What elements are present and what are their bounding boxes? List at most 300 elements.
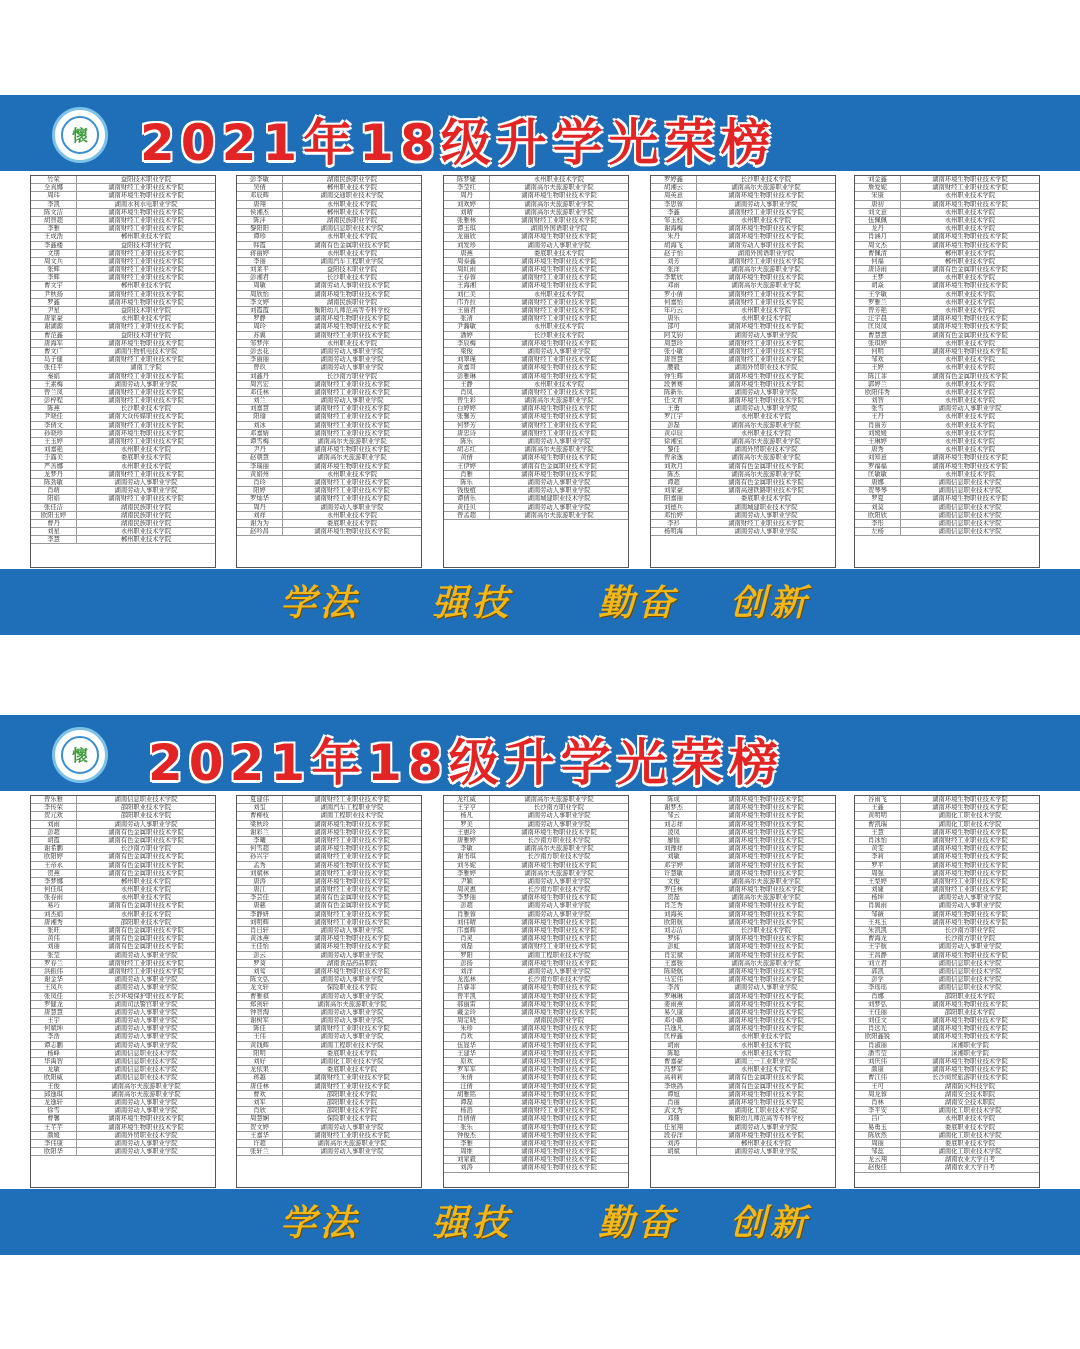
list-item [31, 299, 215, 307]
school-name: 湖南有色金属职业技术学院 [108, 935, 184, 943]
list-item [651, 952, 835, 960]
list-item [237, 422, 421, 430]
school-name: 湖南环境生物职业技术学院 [521, 282, 597, 290]
list-item [855, 471, 1039, 479]
list-item [444, 943, 628, 951]
student-name: 曹范鑫 [31, 332, 77, 339]
list-item [855, 1124, 1039, 1132]
list-item [31, 356, 215, 364]
school-name: 湖南信息职业技术学院 [938, 967, 1002, 975]
student-name: 李茜 [651, 984, 697, 991]
list-item [237, 812, 421, 820]
student-name: 李雅 [31, 225, 77, 232]
school-name: 湖南环境生物职业技术学院 [521, 1098, 597, 1106]
list-item [31, 242, 215, 250]
list-item [237, 935, 421, 943]
list-item [651, 1148, 835, 1156]
school-name: 湖南环境生物职业技术学院 [932, 454, 1008, 462]
list-item [651, 233, 835, 241]
student-name: 陈新乐 [651, 389, 697, 396]
school-name: 湖南财经工业职业技术学院 [521, 388, 597, 396]
school-name: 湖南交通职业技术学院 [320, 192, 384, 200]
list-item [237, 184, 421, 192]
list-item [237, 1074, 421, 1082]
student-name: 罗健龙 [31, 1001, 77, 1008]
student-name: 曹江伟 [855, 1074, 901, 1081]
list-item [651, 894, 835, 902]
student-name: 欧阳航 [651, 919, 697, 926]
student-name: 刘洋 [444, 968, 490, 975]
school-name: 永州职业技术学院 [944, 364, 996, 372]
school-name: 长沙南方职业技术学院 [527, 886, 591, 894]
school-name: 湖南化工职业技术学院 [734, 1107, 798, 1115]
student-name: 王梨婷 [855, 878, 901, 885]
student-name: 蒋丽婷 [237, 250, 283, 257]
school-name: 湖南财经工业职业技术学院 [108, 225, 184, 233]
school-name: 湖南环境生物职业技术学院 [108, 429, 184, 437]
list-item [444, 952, 628, 960]
school-name: 湖南外贸职业技术学院 [114, 1131, 178, 1139]
school-name: 湖南环境生物职业技术学院 [521, 1148, 597, 1156]
school-name: 湖南安全技术职院 [944, 1098, 996, 1106]
school-name: 湖南环境生物职业技术学院 [521, 1131, 597, 1139]
list-item [651, 184, 835, 192]
school-name: 湖南高尔夫旅游职业学院 [731, 438, 801, 445]
list-item [855, 266, 1039, 274]
list-item [855, 1066, 1039, 1074]
school-name: 湖南财经工业职业技术学院 [314, 910, 390, 918]
student-name: 易久康 [651, 1009, 697, 1016]
list-item [651, 796, 835, 804]
list-item [855, 1050, 1039, 1058]
student-name: 唐佳林 [237, 1083, 283, 1090]
list-item [855, 1074, 1039, 1082]
school-name: 湖南高尔夫旅游职业学院 [524, 869, 594, 877]
list-item [651, 422, 835, 430]
school-name: 长沙职业技术学院 [120, 405, 172, 413]
school-name: 湖南有色金属职业技术学院 [932, 331, 1008, 339]
list-item [651, 454, 835, 462]
school-name: 湖南有色金属职业技术学院 [728, 462, 804, 470]
student-name: 曾生彩 [444, 397, 490, 404]
list-item [855, 1033, 1039, 1041]
school-name: 湖南财经工业职业技术学院 [108, 388, 184, 396]
board-title: 2021年18级升学光荣榜 [140, 114, 777, 172]
school-name: 涞湘职业学院 [951, 1041, 989, 1049]
school-name: 湖南环境生物职业技术学院 [728, 1131, 804, 1139]
list-item [855, 504, 1039, 512]
school-name: 湖南环境生物职业技术学院 [314, 967, 390, 975]
student-name: 谢彩兰 [237, 829, 283, 836]
student-name: 匡梓鑫 [651, 1033, 697, 1040]
student-name: 阳婷 [237, 487, 283, 494]
school-name: 湖南环境生物职业技术学院 [521, 454, 597, 462]
school-name: 湖南财经工业职业技术学院 [521, 307, 597, 314]
list-item [237, 1132, 421, 1140]
school-name: 湖南环境生物职业技术学院 [521, 470, 597, 478]
list-item [31, 960, 215, 968]
school-name: 湖南化工职业技术学院 [320, 1058, 384, 1065]
student-name: 邓怡婷 [651, 512, 697, 519]
school-name: 湖南外国语职业学院 [530, 225, 588, 233]
student-name: 尹星 [31, 307, 77, 314]
student-name: 唐初 [855, 201, 901, 208]
student-name: 王佳怡 [237, 943, 283, 950]
student-name: 李倩文 [31, 422, 77, 429]
list-item [31, 471, 215, 479]
student-name: 王静 [444, 381, 490, 388]
student-name: 罗夏 [855, 495, 901, 502]
school-name: 湖南环境生物职业技术学院 [108, 298, 184, 306]
list-item [651, 812, 835, 820]
student-name: 钟俊杰 [444, 1132, 490, 1139]
student-name: 欧阳玉婷 [31, 512, 77, 519]
student-name: 易巧 [31, 902, 77, 909]
list-item [444, 504, 628, 512]
school-name: 永州职业技术学院 [740, 1041, 792, 1049]
list-item [444, 192, 628, 200]
list-item [31, 348, 215, 356]
student-name: 邹云 [651, 812, 697, 819]
school-name: 湖南高尔夫旅游职业学院 [731, 959, 801, 967]
list-item [855, 1148, 1039, 1156]
student-name: 李丽丽 [237, 356, 283, 363]
student-name: 周紅雨 [444, 266, 490, 273]
school-name: 湖南环境生物职业技术学院 [932, 200, 1008, 208]
list-item [651, 348, 835, 356]
student-name: 唐海军 [31, 340, 77, 347]
student-name: 杨明海 [651, 528, 697, 535]
list-item [651, 968, 835, 976]
school-name: 郴州职业技术学院 [944, 249, 996, 257]
school-name: 邵阳职业技术学院 [326, 1090, 378, 1098]
school-name: 湖南环境生物职业技术学院 [521, 1082, 597, 1090]
student-name: 黄雯 [855, 845, 901, 852]
list-item [31, 438, 215, 446]
student-name: 赵俊佳 [855, 1164, 901, 1171]
student-name: 周敏 [237, 282, 283, 289]
student-name: 彭梓程 [31, 397, 77, 404]
list-item [855, 315, 1039, 323]
student-name: 欧阳威 [31, 1074, 77, 1081]
school-name: 湖南环境生物职业技术学院 [728, 992, 804, 1000]
student-name: 谭旭 [651, 1091, 697, 1098]
school-name: 湖南环境生物职业技术学院 [521, 1008, 597, 1016]
list-item [31, 225, 215, 233]
school-name: 湖南高尔夫旅游职业学院 [111, 1090, 181, 1098]
student-name: 孙兴宇 [237, 853, 283, 860]
student-name: 刘敏 [651, 853, 697, 860]
student-name: 白婷婷 [444, 405, 490, 412]
student-name: 杨滔 [444, 1107, 490, 1114]
school-name: 湖南财经工业职业技术学院 [108, 323, 184, 331]
student-name: 尹秋扬 [31, 291, 77, 298]
list-item [237, 878, 421, 886]
school-name: 湖南财经工业职业技术学院 [521, 1107, 597, 1115]
student-name: 邓鼎 [651, 1115, 697, 1122]
student-name: 张旺 [31, 927, 77, 934]
list-item [651, 837, 835, 845]
list-item [31, 804, 215, 812]
list-item [237, 1140, 421, 1148]
school-name: 湖南化工职业技术学院 [938, 1107, 1002, 1115]
school-name: 湖南高尔夫旅游职业学院 [524, 845, 594, 853]
student-name: 原欢 [444, 1058, 490, 1065]
list-item [651, 340, 835, 348]
school-name: 湖南环境生物职业技术学院 [728, 902, 804, 910]
list-item [855, 1009, 1039, 1017]
student-name: 冯梦军 [651, 1066, 697, 1073]
school-name: 湖南高尔夫旅游职业学院 [317, 454, 387, 462]
school-name: 湖南环境生物职业技术学院 [728, 861, 804, 869]
list-item [31, 1115, 215, 1123]
list-item [444, 479, 628, 487]
school-name: 湖南环境生物职业技术学院 [728, 1017, 804, 1025]
school-name: 湖南信息职业技术学院 [114, 796, 178, 803]
student-name: 谭倩乐 [444, 495, 490, 502]
school-name: 湖南环境生物职业技术学院 [521, 861, 597, 869]
school-name: 湖南环境生物职业技术学院 [932, 1025, 1008, 1033]
list-item [444, 878, 628, 886]
list-item [31, 943, 215, 951]
list-item [855, 225, 1039, 233]
list-item [237, 454, 421, 462]
student-name: 邓佳林 [237, 389, 283, 396]
student-name: 彭雅琳 [444, 373, 490, 380]
list-item [444, 373, 628, 381]
school-name: 湖南环境生物职业技术学院 [932, 804, 1008, 812]
student-name: 刘霞霞 [237, 307, 283, 314]
school-name: 湖南劳动人事职业学院 [527, 487, 591, 495]
list-item [651, 1140, 835, 1148]
school-name: 湖南财经工业职业技术学院 [314, 421, 390, 429]
student-name: 唐慈 [237, 902, 283, 909]
list-item [237, 911, 421, 919]
student-name: 刘兰 [237, 397, 283, 404]
school-name: 湖南环境生物职业技术学院 [314, 877, 390, 885]
list-item [237, 266, 421, 274]
school-name: 湖南高尔夫旅游职业学院 [731, 421, 801, 429]
school-name: 湖南信息职业技术学院 [938, 478, 1002, 486]
school-name: 湖南环境生物职业技术学院 [521, 1074, 597, 1082]
list-item [237, 894, 421, 902]
list-item [651, 911, 835, 919]
list-item [31, 1074, 215, 1082]
list-item [855, 250, 1039, 258]
student-name: 谭磊 [444, 1099, 490, 1106]
school-name: 湖南劳动人事职业学院 [320, 1017, 384, 1025]
list-item [444, 984, 628, 992]
school-name: 娄底职业技术学院 [533, 249, 585, 257]
school-name: 湖南环境生物职业技术学院 [521, 1164, 597, 1172]
student-name: 邓雨 [651, 282, 697, 289]
school-name: 湖南财经工业职业技术学院 [108, 257, 184, 265]
list-item [444, 1107, 628, 1115]
school-name: 益阳技术职业学院 [326, 266, 378, 274]
school-name: 湖南有色金属职业技术学院 [728, 478, 804, 486]
school-name: 湖南环境生物职业技术学院 [521, 828, 597, 836]
logo-mark: 懷 [71, 126, 88, 145]
student-name: 周英意 [651, 192, 697, 199]
student-name: 罗军军 [444, 1066, 490, 1073]
list-item [444, 282, 628, 290]
list-item [31, 479, 215, 487]
school-name: 湖南有色金属职业技术学院 [108, 836, 184, 844]
list-item [444, 812, 628, 820]
school-name: 湖南财经工业职业技术学院 [314, 487, 390, 495]
list-item [31, 192, 215, 200]
list-item [651, 217, 835, 225]
list-item [237, 381, 421, 389]
list-item [444, 430, 628, 438]
list-item [237, 225, 421, 233]
student-name: 王可 [855, 1083, 901, 1090]
school-name: 湖南汽车工程职业学院 [320, 804, 384, 812]
school-name: 湖南信息职业技术学院 [938, 984, 1002, 992]
school-name: 湖南环境生物职业技术学院 [521, 1156, 597, 1164]
list-item [31, 821, 215, 829]
motto-word: 勤奋 [598, 1202, 679, 1244]
list-item [651, 1042, 835, 1050]
student-name: 李文婷 [237, 299, 283, 306]
list-item [444, 1115, 628, 1123]
school-name: 湖南环境生物职业技术学院 [314, 315, 390, 323]
school-name: 永州职业技术学院 [120, 894, 172, 902]
list-item [651, 853, 835, 861]
list-item [651, 192, 835, 200]
school-name: 湖南农业大学自考 [944, 1156, 996, 1164]
school-name: 湖南环境生物职业技术学院 [728, 274, 804, 282]
list-item [31, 176, 215, 184]
list-item [651, 291, 835, 299]
school-name: 湖南环境生物职业技术学院 [728, 323, 804, 331]
list-item [651, 1017, 835, 1025]
student-name: 周灵惠 [444, 886, 490, 893]
student-name: 易勇玉 [855, 1124, 901, 1131]
school-name: 湖南环境生物职业技术学院 [728, 192, 804, 200]
school-name: 湖南财经工业职业技术学院 [314, 388, 390, 396]
school-name: 永州职业技术学院 [120, 528, 172, 536]
student-name: 吕睿菲 [444, 984, 490, 991]
list-item [651, 201, 835, 209]
student-name: 胡霞 [31, 837, 77, 844]
school-name: 湖南城建职业技术学院 [734, 503, 798, 511]
list-item [855, 233, 1039, 241]
school-name: 湖南环境生物职业技术学院 [521, 266, 597, 274]
school-name: 湖南环境生物职业技术学院 [521, 192, 597, 200]
student-name: 周文兵 [31, 258, 77, 265]
school-name: 邵阳职业技术学院 [120, 918, 172, 926]
list-item [444, 911, 628, 919]
school-name: 湖南大众传媒职业技术学院 [108, 413, 184, 421]
list-item [651, 902, 835, 910]
school-name: 湖南环境生物职业技术学院 [932, 828, 1008, 836]
school-name: 湖南劳动人事职业学院 [114, 487, 178, 495]
list-item [855, 1156, 1039, 1164]
student-name: 谢希鹏 [31, 845, 77, 852]
list-item [651, 829, 835, 837]
school-name: 湖南环境生物职业技术学院 [932, 495, 1008, 503]
school-name: 长沙南方职业技术学院 [527, 853, 591, 861]
school-name: 湖南劳动人事职业学院 [938, 902, 1002, 910]
list-item [651, 804, 835, 812]
student-name: 周文杰 [855, 242, 901, 249]
school-name: 湖南环境生物职业技术学院 [728, 886, 804, 894]
list-item [237, 1017, 421, 1025]
list-item [855, 446, 1039, 454]
list-item [651, 1050, 835, 1058]
list-item [31, 812, 215, 820]
student-name: 潘婷 [444, 332, 490, 339]
list-item [855, 952, 1039, 960]
school-name: 湖南高尔夫旅游职业学院 [731, 894, 801, 902]
school-name: 永州职业技术学院 [944, 339, 996, 347]
student-name: 何明 [855, 348, 901, 355]
school-name: 娄底职业技术学院 [740, 495, 792, 503]
school-name: 湖南环境生物职业技术学院 [314, 861, 390, 869]
student-name: 朱倩 [444, 1074, 490, 1081]
school-name: 湖南环境生物职业技术学院 [932, 1066, 1008, 1074]
list-item [855, 389, 1039, 397]
student-name: 胡湘云 [651, 184, 697, 191]
list-item [651, 870, 835, 878]
list-item [444, 845, 628, 853]
student-name: 孟秀 [237, 862, 283, 869]
list-item [237, 902, 421, 910]
student-name: 王琳婷 [855, 438, 901, 445]
school-name: 湖南劳动人事职业学院 [734, 1148, 798, 1156]
student-name: 肖凤 [444, 389, 490, 396]
list-item [444, 176, 628, 184]
list-item [237, 438, 421, 446]
school-name: 湖南高尔夫旅游职业学院 [317, 438, 387, 445]
student-name: 郑剑轩 [237, 1001, 283, 1008]
school-name: 湖南有色金属职业技术学院 [314, 902, 390, 910]
list-item [31, 274, 215, 282]
list-item [444, 919, 628, 927]
student-name: 尹丹 [237, 446, 283, 453]
school-name: 湖南环境生物职业技术学院 [932, 1058, 1008, 1065]
school-name: 湖南环境生物职业技术学院 [521, 1058, 597, 1065]
school-name: 永州职业技术学院 [944, 216, 996, 224]
student-name: 曾乐雅 [31, 796, 77, 803]
student-name: 王伟 [237, 1033, 283, 1040]
student-name: 邓小璐 [651, 1017, 697, 1024]
list-item [855, 902, 1039, 910]
list-item [31, 413, 215, 421]
student-name: 彭云 [237, 952, 283, 959]
list-item [31, 184, 215, 192]
list-item [31, 307, 215, 315]
school-name: 湖南环境生物职业技术学院 [521, 894, 597, 902]
student-name: 年巧云 [651, 307, 697, 314]
student-name: 尹晓佳 [31, 413, 77, 420]
school-name: 湖南劳动人事职业学院 [320, 1008, 384, 1016]
list-item [31, 1001, 215, 1009]
list-item [31, 536, 215, 544]
student-name: 黄冰燕 [237, 935, 283, 942]
student-name: 吕广 [855, 1115, 901, 1122]
list-item [855, 454, 1039, 462]
list-item [855, 878, 1039, 886]
school-name: 娄底职业技术学院 [944, 1139, 996, 1147]
school-name: 永州职业技术学院 [740, 216, 792, 224]
student-name: 曹嘉豪 [651, 1058, 697, 1065]
student-name: 唐乐 [651, 315, 697, 322]
student-name: 曹欢 [237, 1091, 283, 1098]
school-name: 湖南劳动人事职业学院 [527, 820, 591, 828]
student-name: 刘庆伟 [855, 1058, 901, 1065]
